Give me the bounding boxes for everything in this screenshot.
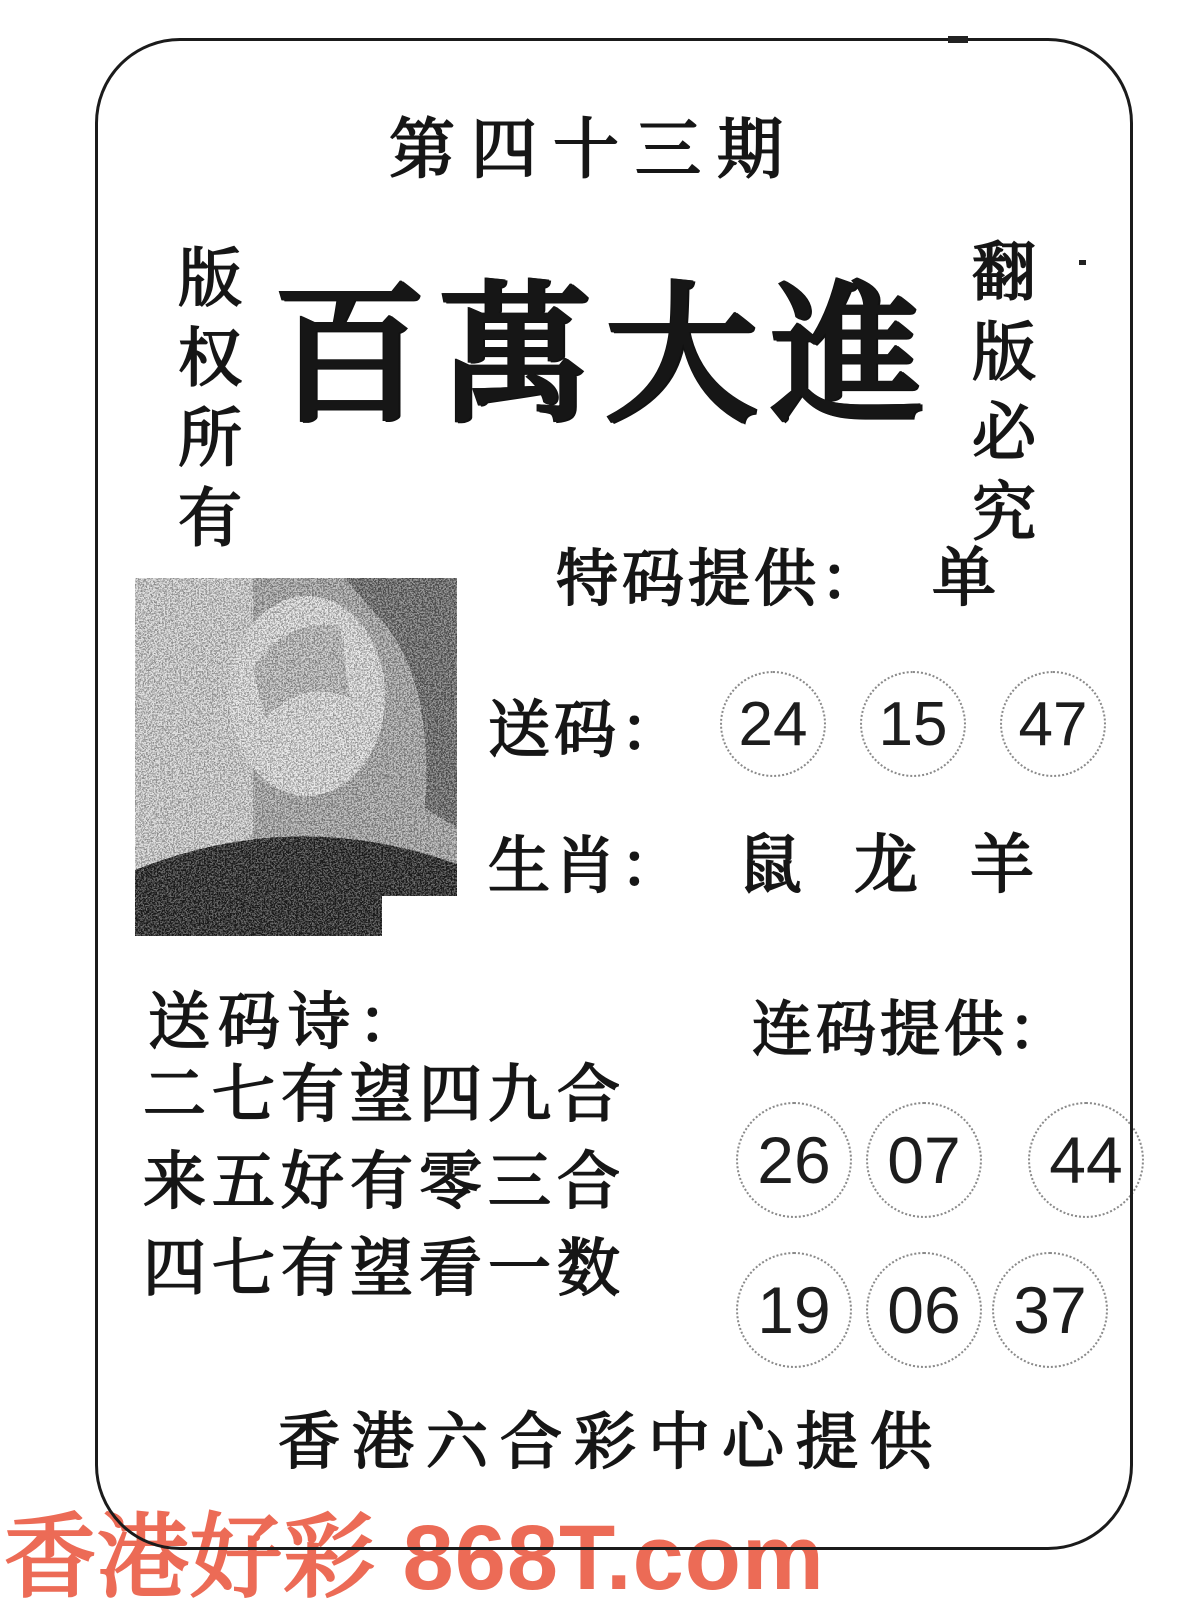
watermark-text: 香港好彩 868T.com	[4, 1507, 825, 1609]
number-value: 47	[1018, 689, 1088, 759]
issue-title: 第四十三期	[389, 114, 799, 187]
zodiac-animal: 羊	[970, 830, 1035, 901]
number-value: 37	[1013, 1272, 1087, 1347]
number-circle	[736, 1252, 852, 1368]
poem-line: 来五好有零三合	[143, 1147, 626, 1217]
main-title: 百萬大進	[273, 273, 937, 441]
number-circle	[1028, 1102, 1144, 1218]
song-ma-row	[488, 668, 1106, 780]
special-code-label: 特码提供：	[556, 545, 887, 614]
number-value: 24	[738, 689, 808, 759]
portrait-photo-image	[135, 578, 457, 936]
number-circle	[860, 671, 966, 777]
zodiac-animal: 鼠	[738, 830, 803, 901]
number-circle	[1000, 671, 1106, 777]
ink-speck	[1079, 260, 1086, 265]
portrait-photo	[135, 578, 457, 936]
number-value: 07	[887, 1122, 961, 1197]
number-circle	[720, 671, 826, 777]
poem-lines	[143, 1052, 663, 1313]
copyright-right-text: 翻版必究	[963, 238, 1034, 558]
poem-line: 四七有望看一数	[143, 1234, 626, 1304]
lian-ma-label: 连码提供：	[752, 997, 1072, 1063]
number-value: 06	[887, 1272, 961, 1347]
ink-speck	[948, 36, 968, 43]
number-value: 26	[757, 1122, 831, 1197]
number-value: 15	[878, 689, 948, 759]
number-value: 44	[1049, 1122, 1123, 1197]
number-circle	[866, 1102, 982, 1218]
number-circle	[866, 1252, 982, 1368]
poem-label: 送码诗：	[148, 989, 429, 1057]
special-code-row	[556, 528, 996, 618]
number-circle	[736, 1102, 852, 1218]
song-ma-label: 送码：	[488, 696, 687, 765]
number-value: 19	[757, 1272, 831, 1347]
zodiac-animal: 龙	[854, 830, 919, 901]
number-circle	[992, 1252, 1108, 1368]
special-code-value: 单	[932, 543, 997, 614]
lian-ma-row	[736, 1102, 1144, 1217]
copyright-left-text: 版权所有	[169, 244, 240, 564]
lian-ma-row	[736, 1252, 1108, 1367]
footer-provider: 香港六合彩中心提供	[277, 1409, 944, 1477]
zodiac-label: 生肖：	[488, 832, 687, 901]
zodiac-row	[488, 812, 1034, 908]
poem-line: 二七有望四九合	[143, 1060, 626, 1130]
